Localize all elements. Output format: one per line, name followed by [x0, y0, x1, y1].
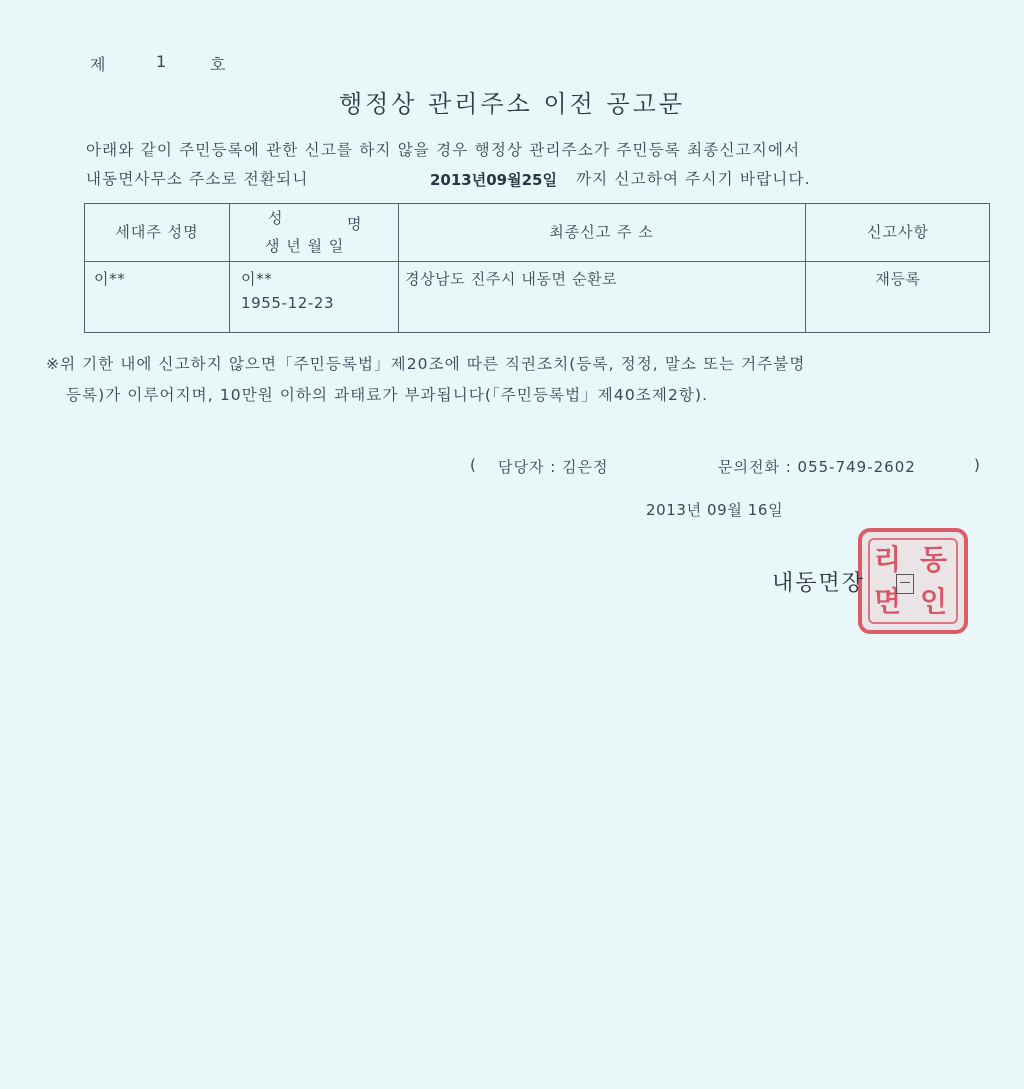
header-name-char-2: 명: [347, 215, 363, 233]
seal-mark-icon: [896, 574, 914, 594]
doc-number-prefix: 제: [90, 55, 107, 74]
deadline-date: 2013년09월25일: [430, 171, 557, 189]
seal-glyph: 면: [874, 585, 902, 618]
intro-line-1: 아래와 같이 주민등록에 관한 신고를 하지 않을 경우 행정상 관리주소가 주민등록 최종신고지에서: [86, 141, 801, 159]
document-title: 행정상 관리주소 이전 공고문: [338, 90, 686, 118]
header-name-char-1: 성: [268, 209, 284, 227]
cell-name: 이**: [241, 270, 273, 288]
table-header-divider: [85, 261, 989, 262]
cell-report: 재등록: [875, 270, 921, 288]
intro-line-2-prefix: 내동면사무소 주소로 전환되니: [86, 170, 309, 188]
issue-date: 2013년 09월 16일: [646, 501, 784, 519]
table-divider: [229, 204, 230, 332]
report-table: [84, 203, 990, 333]
contact-manager: 담당자 : 김은정: [498, 458, 609, 476]
seal-glyph: 리: [874, 543, 902, 576]
seal-glyph: 인: [920, 585, 948, 618]
doc-number-suffix: 호: [210, 55, 227, 74]
cell-birthdate: 1955-12-23: [241, 294, 335, 312]
contact-open-paren: (: [470, 456, 477, 474]
cell-address: 경상남도 진주시 내동면 순환로: [405, 270, 618, 288]
header-birthdate: 생 년 월 일: [265, 237, 345, 255]
seal-glyph: 동: [920, 543, 948, 576]
issuer-name: 내동면장: [772, 571, 866, 596]
contact-phone: 문의전화 : 055-749-2602: [718, 458, 916, 476]
header-address: 최종신고 주 소: [549, 223, 654, 241]
cell-householder: 이**: [94, 270, 126, 288]
doc-number: 1: [156, 52, 168, 71]
notice-line-2: 등록)가 이루어지며, 10만원 이하의 과태료가 부과됩니다(「주민등록법」제40조제2항).: [66, 386, 709, 404]
header-householder: 세대주 성명: [115, 223, 199, 241]
notice-line-1: ※위 기한 내에 신고하지 않으면「주민등록법」제20조에 따른 직권조치(등록, 정정, 말소 또는 거주불명: [46, 355, 806, 373]
intro-line-2-suffix: 까지 신고하여 주시기 바랍니다.: [576, 170, 811, 188]
contact-close-paren: ): [974, 456, 981, 474]
header-report: 신고사항: [867, 223, 929, 241]
